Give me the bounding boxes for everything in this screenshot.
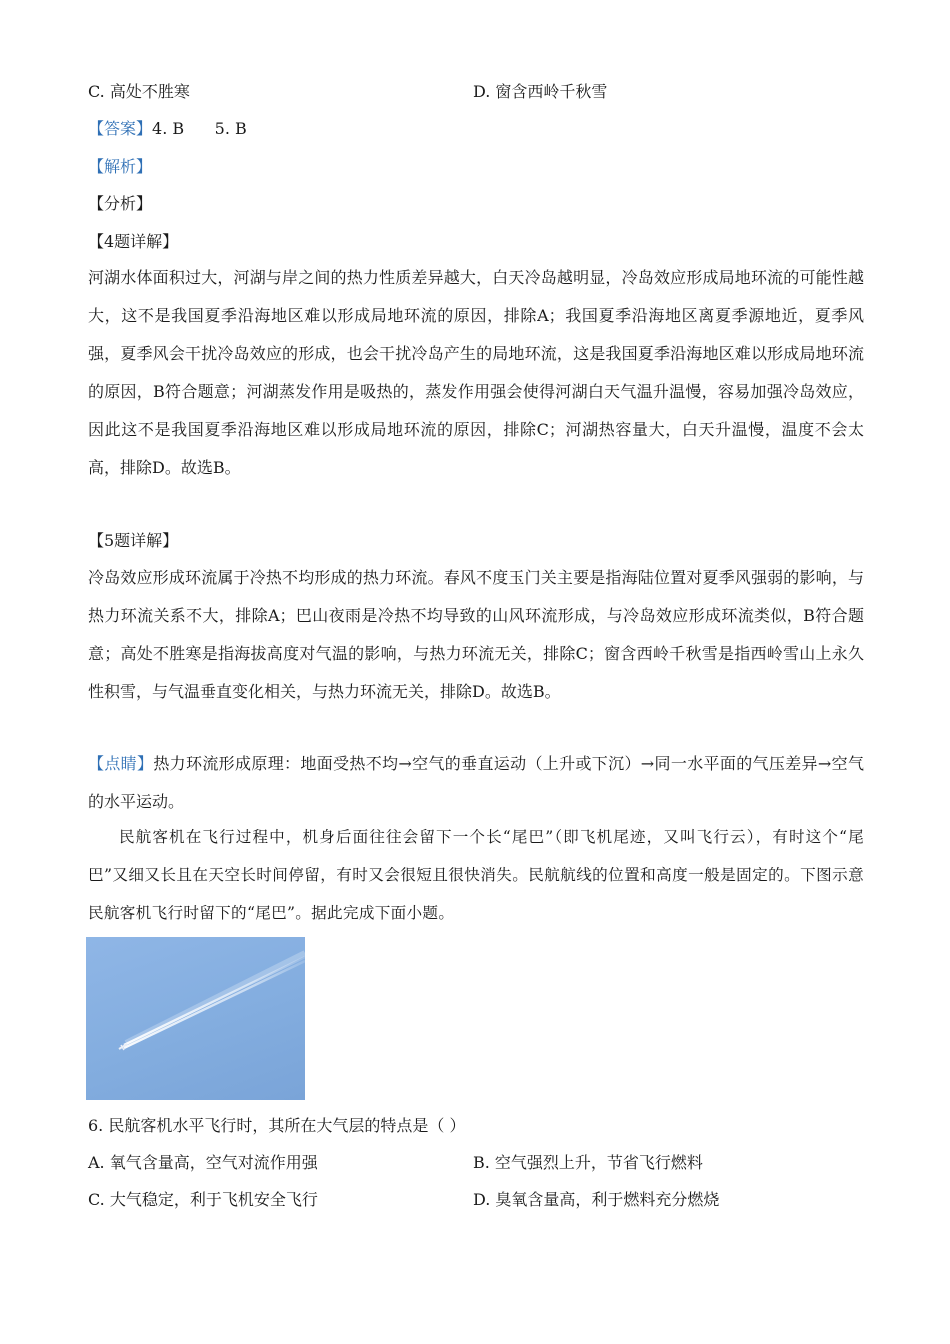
- q4-heading: 【4题详解】: [88, 232, 179, 251]
- reading-passage: 民航客机在飞行过程中，机身后面往往会留下一个长“尾巴”（即飞机尾迹，又叫飞行云），有时这个“尾巴”又细又长且在天空长时间停留，有时又会很短且很快消失。民航航线的位置和高度一般是固定的。下图示意民航客机飞行时留下的“尾巴”。据此完成下面小题。: [88, 828, 864, 922]
- q6-option-d: D. 臭氧含量高，利于燃料充分燃烧: [473, 1190, 720, 1209]
- q6-stem: 6. 民航客机水平飞行时，其所在大气层的特点是（ ）: [88, 1116, 466, 1135]
- airplane-contrail-image: [86, 937, 305, 1100]
- fenxi-tag: 【分析】: [88, 194, 153, 213]
- analysis-tag: 【解析】: [88, 157, 153, 176]
- q5-heading: 【5题详解】: [88, 531, 179, 550]
- q5-explanation: 冷岛效应形成环流属于冷热不均形成的热力环流。春风不度玉门关主要是指海陆位置对夏季风强弱的影响，与热力环流关系不大，排除A；巴山夜雨是冷热不均导致的山风环流形成，与冷岛效应形成环流类似，B符合题意；高处不胜寒是指海拔高度对气温的影响，与热力环流无关，排除C；窗含西岭千秋雪是指西岭雪山上永久性积雪，与气温垂直变化相关，与热力环流无关，排除D。故选B。: [88, 568, 864, 701]
- answer-tag: 【答案】: [88, 119, 153, 138]
- dianjing-text: 热力环流形成原理：地面受热不均→空气的垂直运动（上升或下沉）→同一水平面的气压差异→空气的水平运动。: [88, 754, 864, 811]
- q5-option-d: D. 窗含西岭千秋雪: [473, 82, 608, 101]
- answer-text: 4. B 5. B: [152, 119, 247, 138]
- answer-line: [88, 119, 247, 139]
- q5-option-c: C. 高处不胜寒: [88, 82, 190, 101]
- q6-option-b: B. 空气强烈上升，节省飞行燃料: [473, 1153, 703, 1172]
- q6-option-c: C. 大气稳定，利于飞机安全飞行: [88, 1190, 318, 1209]
- contrail-photo: [86, 937, 305, 1100]
- dianjing-tag: 【点睛】: [88, 754, 154, 773]
- q6-option-a: A. 氧气含量高，空气对流作用强: [88, 1153, 318, 1172]
- q4-explanation: 河湖水体面积过大，河湖与岸之间的热力性质差异越大，白天冷岛越明显，冷岛效应形成局地环流的可能性越大，这不是我国夏季沿海地区难以形成局地环流的原因，排除A；我国夏季沿海地区离夏季源地近，夏季风强，夏季风会干扰冷岛效应的形成，也会干扰冷岛产生的局地环流，这是我国夏季沿海地区难以形成局地环流的原因，B符合题意；河湖蒸发作用是吸热的，蒸发作用强会使得河湖白天气温升温慢，容易加强冷岛效应，因此这不是我国夏季沿海地区难以形成局地环流的原因，排除C；河湖热容量大，白天升温慢，温度不会太高，排除D。故选B。: [88, 268, 864, 477]
- dianjing-note: [88, 745, 864, 821]
